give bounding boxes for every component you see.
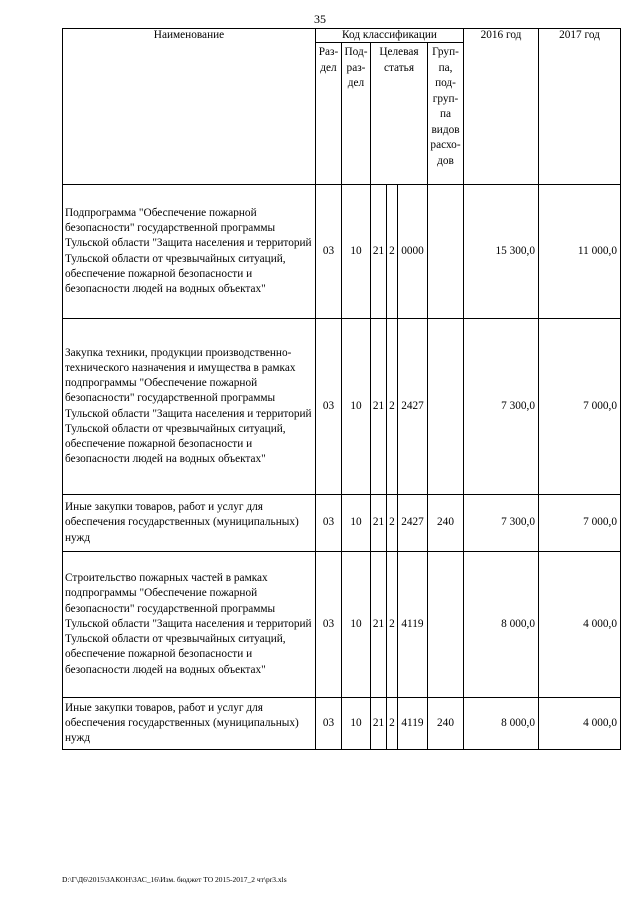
- row-target-part2: 2: [387, 185, 398, 319]
- row-expense-group: [428, 552, 464, 698]
- row-target-part1: 21: [371, 495, 387, 552]
- row-target-part1: 21: [371, 185, 387, 319]
- footer-file-path: D:\Г\Д6\2015\ЗАКОН\ЗАС_16\Изм. бюджет ТО 2015-2017_2 чт\pr3.xls: [62, 875, 287, 884]
- row-razdel: 03: [316, 552, 342, 698]
- table-row: [63, 495, 621, 552]
- row-name: Иные закупки товаров, работ и услуг для обеспечения государственных (муниципальных) нужд: [63, 698, 316, 750]
- header-year-2016: 2016 год: [464, 29, 539, 185]
- row-name: Закупка техники, продукции производственно-технического назначения и имущества в рамках подпрограммы "Обеспечение пожарной безопасности" государственной программы Тульской области "Защита населения и территорий Тульской области от чрезвычайных ситуаций, обеспечение пожарной безопасности и безопасности людей на водных объектах": [63, 319, 316, 495]
- header-year-2017: 2017 год: [539, 29, 621, 185]
- row-target-part2: 2: [387, 552, 398, 698]
- table-row: [63, 185, 621, 319]
- row-target-part3: 0000: [398, 185, 428, 319]
- row-amount-2017: 7 000,0: [539, 495, 621, 552]
- header-name: Наименование: [63, 29, 316, 185]
- row-target-part2: 2: [387, 319, 398, 495]
- row-amount-2017: 7 000,0: [539, 319, 621, 495]
- row-target-part1: 21: [371, 319, 387, 495]
- header-podrazdel: Под- раз- дел: [342, 43, 371, 185]
- row-expense-group: 240: [428, 495, 464, 552]
- row-name: Строительство пожарных частей в рамках подпрограммы "Обеспечение пожарной безопасности" государственной программы Тульской области "Защита населения и территорий Тульской области от чрезвычайных ситуаций, обеспечение пожарной безопасности и безопасности людей на водных объектах": [63, 552, 316, 698]
- row-expense-group: [428, 319, 464, 495]
- row-amount-2016: 7 300,0: [464, 495, 539, 552]
- row-podrazdel: 10: [342, 698, 371, 750]
- header-classification-code: Код классификации: [316, 29, 464, 43]
- row-amount-2016: 15 300,0: [464, 185, 539, 319]
- row-amount-2017: 4 000,0: [539, 552, 621, 698]
- row-target-part1: 21: [371, 552, 387, 698]
- row-target-part1: 21: [371, 698, 387, 750]
- row-expense-group: 240: [428, 698, 464, 750]
- row-podrazdel: 10: [342, 552, 371, 698]
- header-razdel: Раз- дел: [316, 43, 342, 185]
- row-razdel: 03: [316, 698, 342, 750]
- row-name: Подпрограмма "Обеспечение пожарной безопасности" государственной программы Тульской области "Защита населения и территорий Тульской области от чрезвычайных ситуаций, обеспечение пожарной безопасности и безопасности людей на водных объектах": [63, 185, 316, 319]
- row-amount-2016: 7 300,0: [464, 319, 539, 495]
- table-row: [63, 698, 621, 750]
- row-podrazdel: 10: [342, 319, 371, 495]
- row-razdel: 03: [316, 185, 342, 319]
- row-razdel: 03: [316, 319, 342, 495]
- header-target-article: Целевая статья: [371, 43, 428, 185]
- table-row: [63, 319, 621, 495]
- row-name: Иные закупки товаров, работ и услуг для обеспечения государственных (муниципальных) нужд: [63, 495, 316, 552]
- row-amount-2017: 11 000,0: [539, 185, 621, 319]
- row-target-part3: 2427: [398, 319, 428, 495]
- row-amount-2017: 4 000,0: [539, 698, 621, 750]
- row-target-part3: 4119: [398, 552, 428, 698]
- page-number: 35: [314, 12, 326, 26]
- row-expense-group: [428, 185, 464, 319]
- row-target-part3: 4119: [398, 698, 428, 750]
- row-target-part2: 2: [387, 495, 398, 552]
- table-row: [63, 552, 621, 698]
- budget-table: [62, 28, 621, 750]
- row-razdel: 03: [316, 495, 342, 552]
- row-target-part3: 2427: [398, 495, 428, 552]
- row-amount-2016: 8 000,0: [464, 698, 539, 750]
- row-amount-2016: 8 000,0: [464, 552, 539, 698]
- row-target-part2: 2: [387, 698, 398, 750]
- row-podrazdel: 10: [342, 185, 371, 319]
- header-expense-group: Груп- па, под- груп- па видов расхо- дов: [428, 43, 464, 185]
- row-podrazdel: 10: [342, 495, 371, 552]
